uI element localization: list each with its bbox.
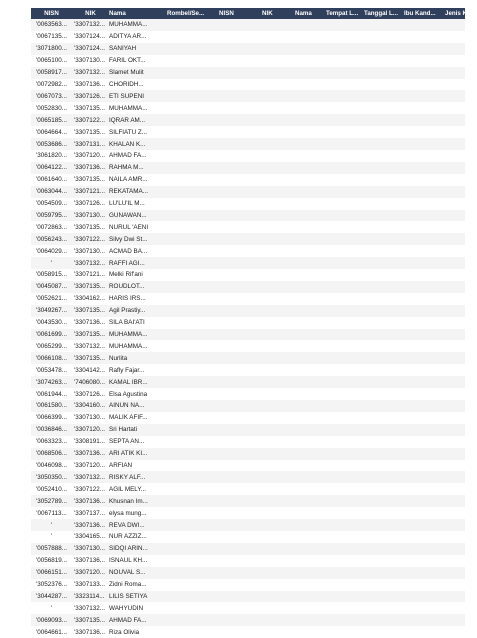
table-row[interactable] [31,412,465,424]
cell-nik[interactable]: '3307135... [74,104,105,112]
table-row[interactable] [31,305,465,317]
cell-nisn[interactable]: '0056819... [36,557,67,565]
cell-nik[interactable]: '3307132... [74,604,105,612]
cell-nisn[interactable]: ' [50,259,53,267]
cell-nik[interactable]: '3307126... [74,200,105,208]
cell-nama[interactable]: ACMAD BA... [109,247,148,255]
cell-nama[interactable]: MUHAMMA... [109,104,148,112]
cell-nik[interactable]: '3304165... [74,533,105,541]
cell-nik[interactable]: '3307135... [74,283,105,291]
cell-nama[interactable]: Melki Rif'ani [109,271,143,279]
cell-nik[interactable]: '3307132... [74,473,105,481]
cell-nik[interactable]: '3308191... [74,438,105,446]
cell-nisn[interactable]: '0061944... [36,390,67,398]
table-row[interactable] [31,67,465,79]
table-row[interactable] [31,519,465,531]
cell-nama[interactable]: LU'LU'IL M... [109,200,145,208]
table-row[interactable] [31,317,465,329]
cell-nik[interactable]: '3307135... [74,307,105,315]
cell-nama[interactable]: Sri Hartati [109,426,137,434]
cell-nik[interactable]: '3307132... [74,69,105,77]
table-row[interactable] [31,257,465,269]
cell-nisn[interactable]: '0066108... [36,354,67,362]
cell-nama[interactable]: FARIL OKT... [109,57,146,65]
cell-nama[interactable]: KAMAL IBR... [109,378,148,386]
cell-nik[interactable]: '3307126... [74,92,105,100]
table-row[interactable] [31,340,465,352]
table-row[interactable] [31,269,465,281]
cell-nisn[interactable]: '0056243... [36,235,67,243]
cell-nik[interactable]: '3323114... [74,592,105,600]
cell-nik[interactable]: '3307120... [74,569,105,577]
cell-nama[interactable]: Rafly Fajar... [109,366,145,374]
cell-nik[interactable]: '3307136... [74,80,105,88]
cell-nisn[interactable]: ' [50,533,53,541]
cell-nisn[interactable]: '3052376... [36,581,67,589]
cell-nama[interactable]: NURUL 'AENI [109,223,149,231]
cell-nama[interactable]: ADITYA AR... [109,33,147,41]
cell-nisn[interactable]: '0064029... [36,247,67,255]
cell-nik[interactable]: '3307126... [74,390,105,398]
cell-nama[interactable]: NOUVAL S... [109,569,146,577]
cell-nama[interactable]: AHMAD FA... [109,152,147,160]
cell-nisn[interactable]: ' [50,521,53,529]
table-row[interactable] [31,293,465,305]
cell-nik[interactable]: '3307130... [74,414,105,422]
cell-nama[interactable]: ROUDLOT... [109,283,145,291]
cell-nik[interactable]: '3307130... [74,57,105,65]
cell-nisn[interactable]: '3049267... [36,307,67,315]
cell-nisn[interactable]: '0052830... [36,104,67,112]
cell-nik[interactable]: '3307135... [74,223,105,231]
table-row[interactable] [31,79,465,91]
cell-nisn[interactable]: '0065100... [36,57,67,65]
cell-nik[interactable]: '3307122... [74,116,105,124]
cell-nik[interactable]: '3304160... [74,402,105,410]
table-row[interactable] [31,233,465,245]
cell-nik[interactable]: '3307130... [74,247,105,255]
cell-nisn[interactable]: '0072982... [36,80,67,88]
cell-nisn[interactable]: '3074263... [36,378,67,386]
table-row[interactable] [31,543,465,555]
cell-nisn[interactable]: '0065185... [36,116,67,124]
table-row[interactable] [31,364,465,376]
cell-nisn[interactable]: '0066399... [36,414,67,422]
cell-nama[interactable]: ARI ATIK KI... [109,450,148,458]
cell-nik[interactable]: '3307136... [74,164,105,172]
cell-nisn[interactable]: '0063563... [36,21,67,29]
cell-nisn[interactable]: '0054509... [36,200,67,208]
table-row[interactable] [31,186,465,198]
table-row[interactable] [31,567,465,579]
cell-nama[interactable]: IQRAR AM... [109,116,146,124]
cell-nisn[interactable]: '0058917... [36,69,67,77]
cell-nisn[interactable]: '0057888... [36,545,67,553]
cell-nisn[interactable]: '0067073... [36,92,67,100]
header-row [31,8,477,19]
table-row[interactable] [31,388,465,400]
cell-nama[interactable]: WAHYUDIN [109,604,144,612]
header-ibu-kandung[interactable]: Ibu Kand... [404,10,436,17]
table-row[interactable] [31,31,465,43]
cell-nama[interactable]: SEPTA AN... [109,438,145,446]
header-tempat-lahir[interactable]: Tempat L... [326,10,359,17]
cell-nisn[interactable]: '0063044... [36,188,67,196]
cell-nik[interactable]: '3307135... [74,331,105,339]
cell-nik[interactable]: '3307121... [74,271,105,279]
cell-nik[interactable]: '3307124... [74,33,105,41]
cell-nama[interactable]: elysa mung... [109,509,147,517]
cell-nisn[interactable]: '0061699... [36,331,67,339]
cell-nisn[interactable]: '3052789... [36,497,67,505]
table-row[interactable] [31,495,465,507]
table-row[interactable] [31,114,465,126]
cell-nik[interactable]: '3307131... [74,140,105,148]
header-nisn-2[interactable]: NISN [219,10,234,17]
cell-nama[interactable]: REVA DWI... [109,521,145,529]
cell-nik[interactable]: '3307136... [74,450,105,458]
cell-nisn[interactable]: '3044287... [36,592,67,600]
cell-nama[interactable]: NAILA AMR... [109,176,148,184]
table-row[interactable] [31,448,465,460]
cell-nisn[interactable]: '0061640... [36,176,67,184]
cell-nama[interactable]: SANIYAH [109,45,137,53]
cell-nisn[interactable]: '0063323... [36,438,67,446]
table-row[interactable] [31,376,465,388]
header-jenis-kelamin[interactable]: Jenis Kel... [445,10,477,17]
table-row[interactable] [31,19,465,31]
cell-nama[interactable]: MUHAMMA... [109,331,148,339]
cell-nama[interactable]: ETI SUPENI [109,92,144,100]
cell-nama[interactable]: Silvy Dwi St... [109,235,148,243]
cell-nik[interactable]: '7406080... [74,378,105,386]
table-row[interactable] [31,531,465,543]
cell-nik[interactable]: '3307136... [74,557,105,565]
cell-nama[interactable]: Zidni Roma... [109,581,147,589]
cell-nisn[interactable]: '0066151... [36,569,67,577]
cell-nik[interactable]: '3307122... [74,235,105,243]
cell-nisn[interactable]: '0053686... [36,140,67,148]
header-tanggal-lahir[interactable]: Tanggal L... [364,10,398,17]
cell-nik[interactable]: '3307132... [74,342,105,350]
cell-nama[interactable]: SIDQI ARIN... [109,545,148,553]
cell-nama[interactable]: Khusnan Im... [109,497,148,505]
cell-nisn[interactable]: '0053478... [36,366,67,374]
cell-nama[interactable]: Elsa Agustina [109,390,148,398]
cell-nisn[interactable]: '0043530... [36,319,67,327]
cell-nama[interactable]: Riza Olivia [109,628,140,636]
table-row[interactable] [31,102,465,114]
cell-nama[interactable]: MUHAMMA... [109,342,148,350]
header-nama-2[interactable]: Nama [295,10,312,17]
cell-nama[interactable]: REKATAMA... [109,188,148,196]
cell-nik[interactable]: '3307133... [74,581,105,589]
spreadsheet-table [31,8,477,638]
cell-nisn[interactable]: '0036846... [36,426,67,434]
table-row[interactable] [31,221,465,233]
cell-nisn[interactable]: '0052621... [36,295,67,303]
cell-nama[interactable]: AHMAD FA... [109,616,147,624]
cell-nik[interactable]: '3307132... [74,21,105,29]
cell-nik[interactable]: '3307135... [74,176,105,184]
cell-nisn[interactable]: '0072863... [36,223,67,231]
table-row[interactable] [31,436,465,448]
table-row[interactable] [31,591,465,603]
cell-nisn[interactable]: '0069093... [36,616,67,624]
cell-nama[interactable]: GUNAWAN... [109,211,147,219]
cell-nisn[interactable]: '0052410... [36,485,67,493]
cell-nama[interactable]: Nurlita [109,354,128,362]
table-row[interactable] [31,138,465,150]
cell-nik[interactable]: '3307135... [74,128,105,136]
cell-nama[interactable]: KHALAN K... [109,140,146,148]
cell-nisn[interactable]: '0067113... [36,509,67,517]
cell-nisn[interactable]: '0064122... [36,164,67,172]
table-row[interactable] [31,245,465,257]
table-row[interactable] [31,471,465,483]
table-row[interactable] [31,126,465,138]
table-row[interactable] [31,150,465,162]
cell-nik[interactable]: '3304162... [74,295,105,303]
table-row[interactable] [31,329,465,341]
cell-nisn[interactable]: '3061820... [36,152,67,160]
cell-nisn[interactable]: '0064661... [36,628,67,636]
table-row[interactable] [31,198,465,210]
cell-nama[interactable]: CHORIDH... [109,80,144,88]
cell-nisn[interactable]: '0058915... [36,271,67,279]
cell-nik[interactable]: '3307130... [74,545,105,553]
cell-nik[interactable]: '3307135... [74,354,105,362]
cell-nisn[interactable]: '0065299... [36,342,67,350]
cell-nik[interactable]: '3307120... [74,152,105,160]
cell-nisn[interactable]: '0045087... [36,283,67,291]
cell-nama[interactable]: SILA BAI'ATI [109,319,145,327]
cell-nama[interactable]: Agil Prastiy... [109,307,146,315]
table-body [31,19,465,638]
table-row[interactable] [31,281,465,293]
cell-nama[interactable]: MUHAMMA... [109,21,148,29]
cell-nik[interactable]: '3304142... [74,366,105,374]
table-row[interactable] [31,55,465,67]
cell-nama[interactable]: ARFIAN [109,461,133,469]
table-row[interactable] [31,174,465,186]
cell-nik[interactable]: '3307136... [74,319,105,327]
cell-nama[interactable]: RISKY ALF... [109,473,146,481]
cell-nik[interactable]: '3307122... [74,485,105,493]
cell-nik[interactable]: '3307121... [74,188,105,196]
cell-nisn[interactable]: '0059795... [36,211,67,219]
table-row[interactable] [31,602,465,614]
table-row[interactable] [31,43,465,55]
table-row[interactable] [31,579,465,591]
cell-nisn[interactable]: '3071800... [36,45,67,53]
header-rombel[interactable]: Rombel/Se... [167,10,205,17]
cell-nik[interactable]: '3307136... [74,497,105,505]
table-row[interactable] [31,352,465,364]
cell-nama[interactable]: HARIS IRS... [109,295,146,303]
cell-nama[interactable]: RAHMA M... [109,164,144,172]
table-row[interactable] [31,626,465,638]
cell-nik[interactable]: '3307124... [74,45,105,53]
cell-nik[interactable]: '3307136... [74,521,105,529]
table-row[interactable] [31,90,465,102]
table-row[interactable] [31,400,465,412]
cell-nama[interactable]: AINUN NA... [109,402,145,410]
cell-nik[interactable]: '3307132... [74,259,105,267]
cell-nama[interactable]: Slamet Mulit [109,69,144,77]
table-row[interactable] [31,162,465,174]
cell-nik[interactable]: '3307130... [74,211,105,219]
cell-nama[interactable]: MALIK AFIF... [109,414,148,422]
header-nik[interactable]: NIK [85,10,96,17]
cell-nama[interactable]: LILIS SETIYA [109,592,148,600]
header-nik-2[interactable]: NIK [262,10,273,17]
cell-nisn[interactable]: '3050350... [36,473,67,481]
cell-nisn[interactable]: ' [50,604,53,612]
cell-nik[interactable]: '3307137... [74,509,105,517]
header-nisn[interactable]: NISN [44,10,59,17]
cell-nisn[interactable]: '0046098... [36,461,67,469]
cell-nama[interactable]: NUR AZZIZ... [109,533,147,541]
cell-nik[interactable]: '3307120... [74,426,105,434]
cell-nisn[interactable]: '0061580... [36,402,67,410]
cell-nama[interactable]: ISNAUL KH... [109,557,148,565]
cell-nik[interactable]: '3307136... [74,628,105,636]
cell-nisn[interactable]: '0068506... [36,450,67,458]
header-nama[interactable]: Nama [109,10,126,17]
table-row[interactable] [31,507,465,519]
cell-nisn[interactable]: '0064664... [36,128,67,136]
cell-nik[interactable]: '3307135... [74,616,105,624]
table-row[interactable] [31,614,465,626]
table-row[interactable] [31,460,465,472]
table-row[interactable] [31,555,465,567]
cell-nama[interactable]: SILFIATU Z... [109,128,148,136]
table-row[interactable] [31,210,465,222]
table-row[interactable] [31,424,465,436]
cell-nama[interactable]: AGIL MELY... [109,485,146,493]
cell-nama[interactable]: RAFFI AGI... [109,259,145,267]
table-row[interactable] [31,483,465,495]
cell-nik[interactable]: '3307120... [74,461,105,469]
cell-nisn[interactable]: '0067135... [36,33,67,41]
